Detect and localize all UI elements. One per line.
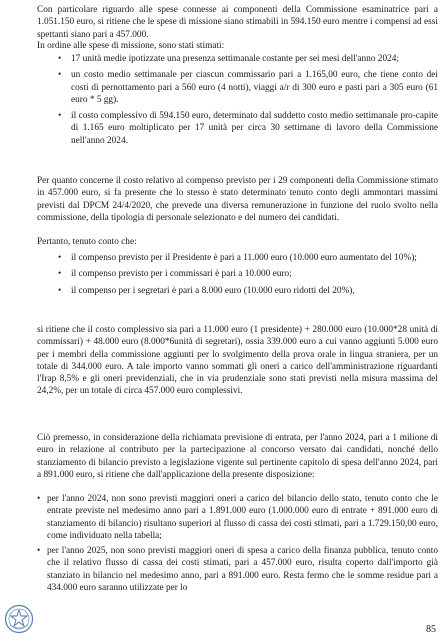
yearly-budget-list (37, 493, 438, 594)
list-item: • per l'anno 2025, non sono previsti maggiori oneri di spesa a carico della finanza pubblica, tenuto conto che il relativo flusso di cassa dei costi stimati, pari a 457.000 euro, risulta coperto dall'importo già stanziato in bilancio nel medesimo anno, pari a 891.000 euro. Resta fermo che le somme residue pari a 434.000 euro saranno utilizzate per lo (37, 546, 438, 594)
paragraph-premise: Ciò premesso, in considerazione della richiamata previsione di entrata, per l'anno 2024, pari a 1 milione di euro in relazione al contributo per la partecipazione al concorso versato dai candidati, nonché dello stanziamento di bilancio previsto a legislazione vigente sul pertinente capitolo di spesa dell'anno 2024, pari a 891.000 euro, si ritiene che dall'applicazione della presente disposizione: (37, 433, 438, 480)
paragraph-commission-costs: Con particolare riguardo alle spese connesse ai componenti della Commissione esaminatrice pari a 1.051.150 euro, si ritiene che le spese di missione siano stimabili in 594.150 euro mentre i compensi ad essi spettanti siano pari a 457.000. (37, 5, 438, 40)
bullet-icon: • (58, 111, 62, 122)
bullet-icon: • (58, 253, 62, 263)
bullet-icon: • (58, 285, 62, 296)
list-item: • il compenso per i segretari è pari a 8.000 euro (10.000 euro ridotti del 20%), (58, 285, 355, 296)
list-item: • il compenso previsto per i commissari è pari a 10.000 euro; (58, 269, 292, 280)
republic-seal-icon (4, 604, 34, 634)
bullet-icon: • (58, 54, 62, 64)
compensation-list (37, 252, 438, 297)
paragraph-therefore: Pertanto, tenuto conto che: (37, 237, 137, 247)
mission-costs-list (37, 53, 438, 147)
list-item: • un costo medio settimanale per ciascun commissario pari a 1.165,00 euro, che tiene conto dei costi di pernottamento pari a 560 euro (4 notti), viaggi a/r di 300 euro e pasti pari a 305 euro (61 euro * 5 gg). (58, 70, 438, 105)
bullet-icon: • (58, 70, 62, 81)
page-number: 85 (426, 624, 436, 635)
paragraph-compensation: Per quanto concerne il costo relativo al compenso previsto per i 29 componenti della Commissione stimato in 457.000 euro, si fa presente che lo stesso è stato determinato tenuto conto degli ammontari massimi previsti dal DPCM 24/4/2020, che prevede una diversa remunerazione in funzione del ruolo svolto nella commissione, della tipologia di personale selezionato e del numero dei candidati. (37, 176, 438, 223)
list-item: • il costo complessivo di 594.150 euro, determinato dal suddetto costo medio settimanale pro-capite di 1.165 euro moltiplicato per 17 unità per circa 30 settimane di lavoro della Commissione nell'anno 2024. (58, 111, 438, 146)
list-item: • il compenso previsto per il Presidente è pari a 11.000 euro (10.000 euro aumentato del 10%); (58, 253, 417, 263)
paragraph-mission-intro: In ordine alle spese di missione, sono stati stimati: (37, 41, 225, 51)
bullet-icon: • (37, 546, 41, 557)
list-item: • 17 unità medie ipotizzate una presenza settimanale costante per sei mesi dell'anno 2024; (58, 54, 399, 64)
paragraph-total-cost: si ritiene che il costo complessivo sia pari a 11.000 euro (1 presidente) + 280.000 euro (10.000*28 unità di commissari) + 48.000 euro (8.000*6unità di segretari), ossia 339.000 euro a cui vanno aggiunti 5.000 euro per i membri della commissione aggiunti per lo svolgimento della prova orale in lingua straniera, per un totale di 344.000 euro. A tale importo vanno sommati gli oneri a carico dell'amministrazione riguardanti l'Irap 8,5% e gli oneri previdenziali, che in via prudenziale sono stati previsti nella misura massima del 24,2%, per un totale di circa 457.000 euro complessivi. (37, 325, 438, 397)
bullet-icon: • (58, 269, 62, 280)
list-item: • per l'anno 2024, non sono previsti maggiori oneri a carico del bilancio dello stato, tenuto conto che le entrate previste nel medesimo anno pari a 1.891.000 euro (1.000.000 euro di entrate + 891.000 euro di stanziamento di bilancio) risultano superiori al flusso di cassa dei costi stimati, pari a 1.729.150,00 euro, come individuato nella tabella; (37, 494, 438, 541)
bullet-icon: • (37, 494, 41, 504)
